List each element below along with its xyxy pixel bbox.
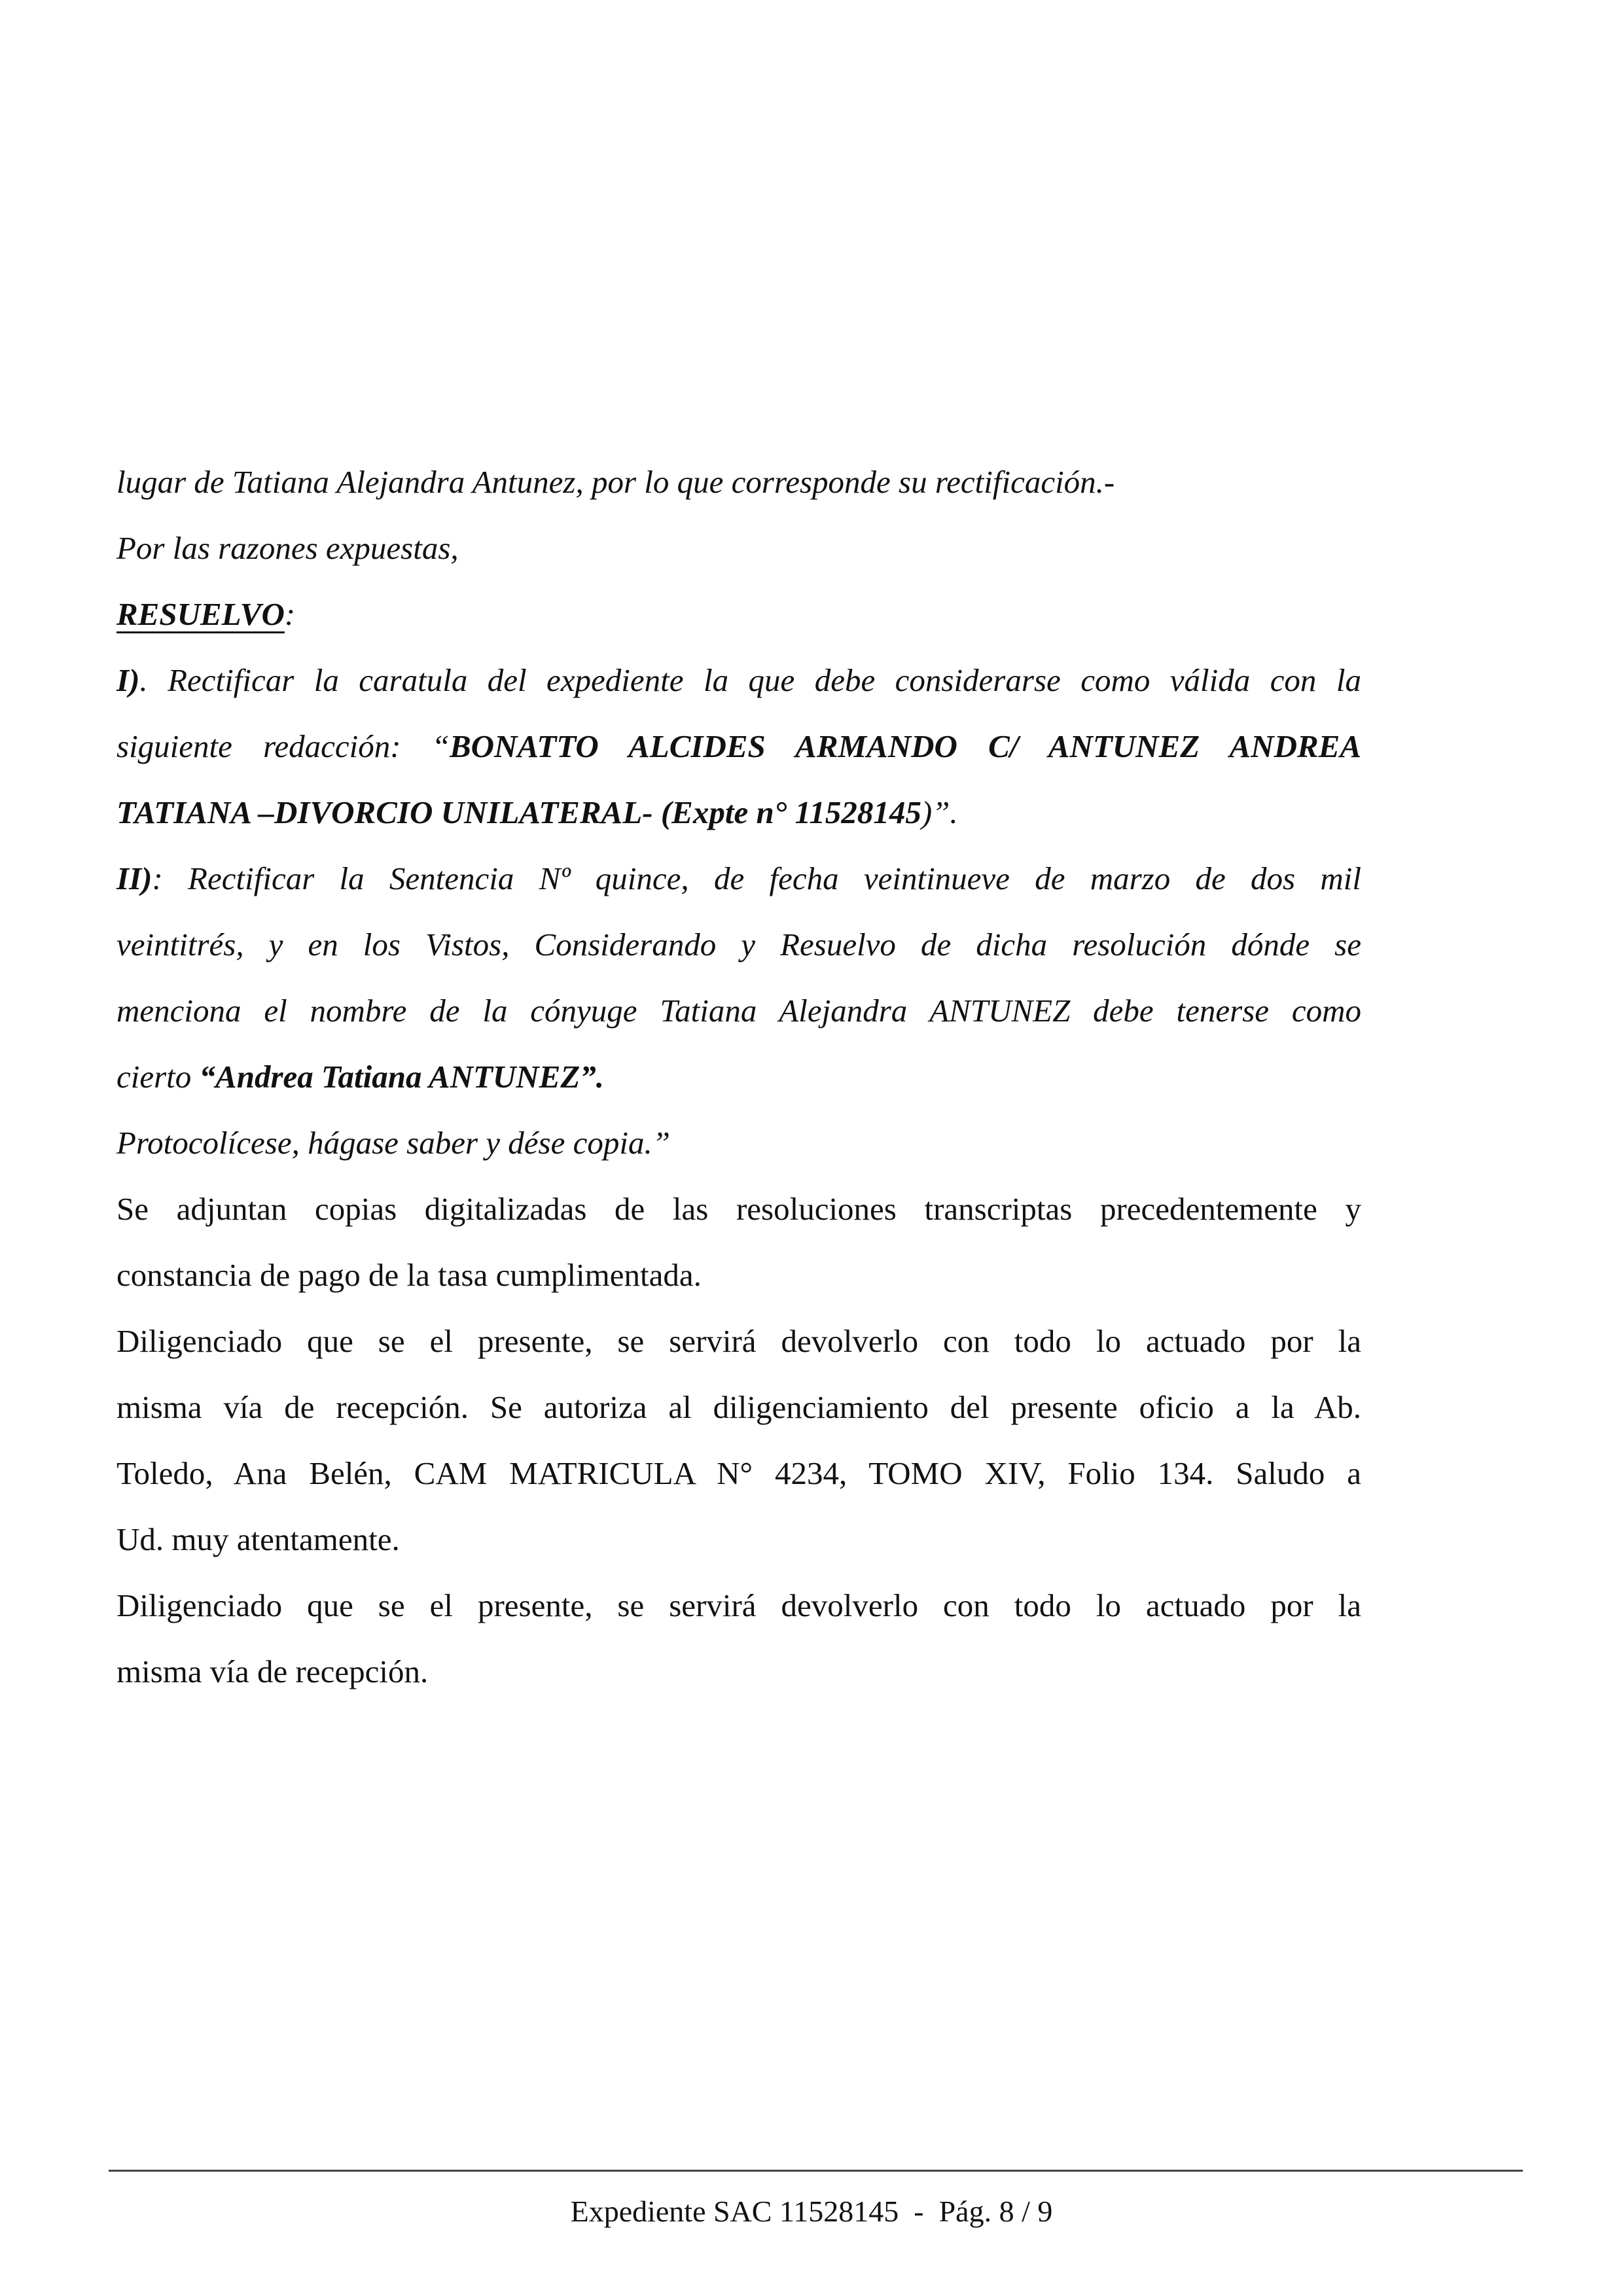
text-run: : Rectificar la Sentencia Nº quince, de fecha veintinueve de marzo de dos mil: [152, 860, 1361, 896]
text-line-1: [116, 449, 1361, 515]
text-run: Toledo, Ana Belén, CAM MATRICULA N° 4234, TOMO XIV, Folio 134. Saludo a: [116, 1455, 1361, 1491]
text-run: Protocolícese, hágase saber y dése copia.”: [116, 1125, 670, 1161]
page-footer: [0, 2192, 1623, 2231]
text-line-11: [116, 1110, 1361, 1176]
text-line-15: [116, 1374, 1361, 1440]
text-run: veintitrés, y en los Vistos, Considerando y Resuelvo de dicha resolución dónde se: [116, 927, 1361, 963]
text-run: BONATTO ALCIDES ARMANDO C/ ANTUNEZ ANDREA: [449, 728, 1362, 764]
text-line-14: [116, 1308, 1361, 1374]
footer-page-reference: Expediente SAC 11528145 - Pág. 8 / 9: [570, 2195, 1053, 2228]
text-run: Ud. muy atentamente.: [116, 1521, 400, 1557]
text-run: misma vía de recepción. Se autoriza al diligenciamiento del presente oficio a la Ab.: [116, 1389, 1361, 1425]
text-line-13: [116, 1242, 1361, 1308]
text-run: misma vía de recepción.: [116, 1653, 429, 1689]
text-run: menciona el nombre de la cónyuge Tatiana Alejandra ANTUNEZ debe tenerse como: [116, 993, 1361, 1029]
text-run: cierto: [116, 1059, 200, 1095]
text-run: I): [116, 662, 140, 698]
text-line-18: [116, 1572, 1361, 1638]
text-run: lugar de Tatiana Alejandra Antunez, por lo que corresponde su rectificación.-: [116, 464, 1115, 500]
text-run: RESUELVO: [116, 596, 285, 632]
document-body: [116, 449, 1361, 1704]
text-run: constancia de pago de la tasa cumplimentada.: [116, 1257, 702, 1293]
text-run: siguiente redacción: “: [116, 728, 450, 764]
text-line-16: [116, 1440, 1361, 1506]
text-run: II): [116, 860, 152, 896]
text-line-17: [116, 1506, 1361, 1572]
text-run: . Rectificar la caratula del expediente la que debe considerarse como válida con la: [139, 662, 1361, 698]
text-run: )”.: [921, 794, 958, 830]
text-run: :: [284, 596, 296, 632]
text-line-4: [116, 647, 1361, 713]
text-line-3: [116, 581, 1361, 647]
text-line-9: [116, 978, 1361, 1044]
text-line-6: [116, 779, 1361, 845]
text-line-5: [116, 713, 1361, 779]
text-line-8: [116, 911, 1361, 978]
text-line-10: [116, 1044, 1361, 1110]
text-line-2: [116, 515, 1361, 581]
text-run: Diligenciado que se el presente, se servirá devolverlo con todo lo actuado por la: [116, 1587, 1361, 1623]
text-line-7: [116, 845, 1361, 911]
text-line-19: [116, 1638, 1361, 1704]
text-run: “Andrea Tatiana ANTUNEZ”.: [199, 1059, 605, 1095]
text-run: Por las razones expuestas,: [116, 530, 459, 566]
footer-divider: [109, 2170, 1523, 2172]
text-run: TATIANA –DIVORCIO UNILATERAL- (Expte n° 11528145: [116, 794, 921, 830]
text-line-12: [116, 1176, 1361, 1242]
text-run: Diligenciado que se el presente, se servirá devolverlo con todo lo actuado por la: [116, 1323, 1361, 1359]
text-run: Se adjuntan copias digitalizadas de las resoluciones transcriptas precedentemente y: [116, 1191, 1361, 1227]
